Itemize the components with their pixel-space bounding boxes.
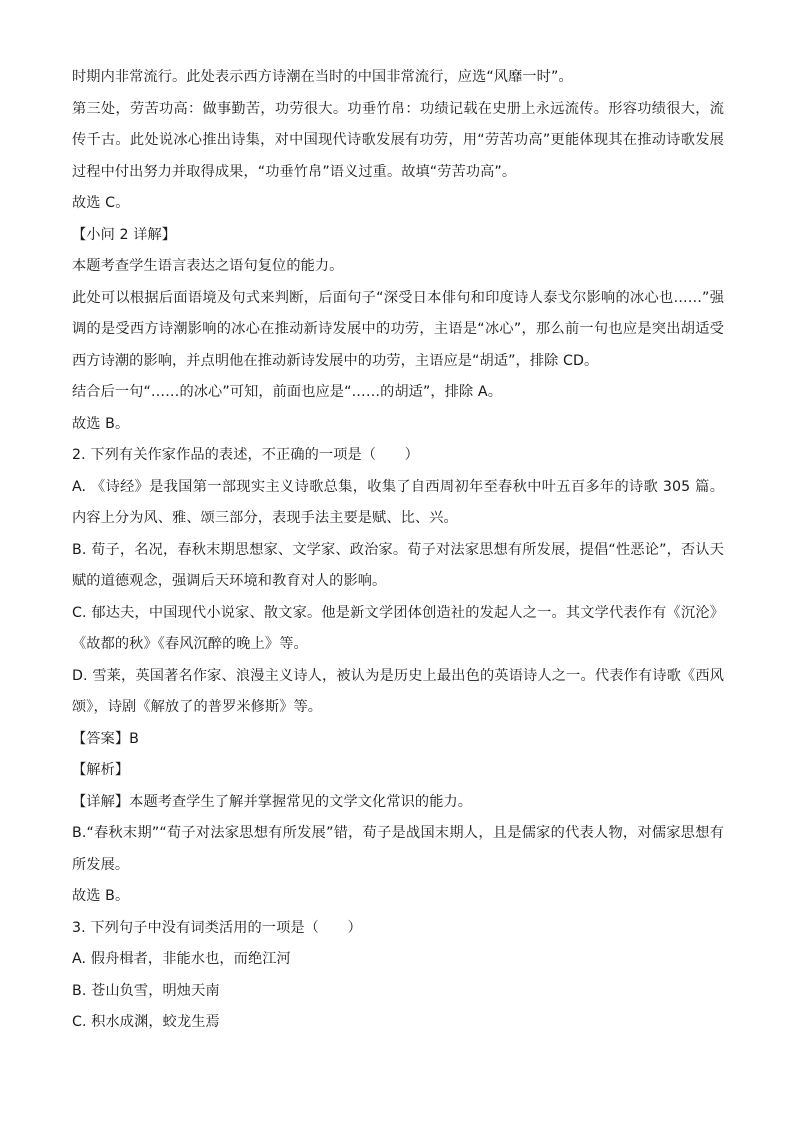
- section-heading: 【小问 2 详解】: [72, 226, 177, 243]
- document-page: [72, 62, 724, 1039]
- paragraph: 故选 B。: [72, 888, 130, 904]
- paragraph: 第三处，劳苦功高：做事勤苦，功劳很大。功垂竹帛：功绩记载在史册上永远流传。形容功绩很大，流传千古。此处说冰心推出诗集，对中国现代诗歌发展有功劳，用“劳苦功高”更能体现其在推动诗歌发展过程中付出努力并取得成果，“功垂竹帛”语义过重。故填“劳苦功高”。: [72, 100, 724, 180]
- option-c: C. 郁达夫，中国现代小说家、散文家。他是新文学团体创造社的发起人之一。其文学代表作有《沉沦》《故都的秋》《春风沉醉的晚上》等。: [72, 604, 724, 652]
- paragraph: 故选 B。: [72, 415, 130, 432]
- answer-label: 【答案】B: [72, 730, 139, 747]
- option-b: B. 苍山负雪，明烛天南: [72, 982, 220, 999]
- paragraph: 时期内非常流行。此处表示西方诗潮在当时的中国非常流行，应选“风靡一时”。: [72, 69, 573, 85]
- option-a: A. 《诗经》是我国第一部现实主义诗歌总集，收集了自西周初年至春秋中叶五百多年的诗歌 305 篇。内容上分为风、雅、颂三部分，表现手法主要是赋、比、兴。: [72, 478, 724, 526]
- question-stem: 2. 下列有关作家作品的表述，不正确的一项是（ ）: [72, 447, 419, 463]
- option-d: D. 雪莱，英国著名作家、浪漫主义诗人，被认为是历史上最出色的英语诗人之一。代表作有诗歌《西风颂》，诗剧《解放了的普罗米修斯》等。: [72, 667, 724, 715]
- paragraph: 故选 C。: [72, 195, 130, 211]
- paragraph: 结合后一句“……的冰心”可知，前面也应是“……的胡适”，排除 A。: [72, 384, 502, 400]
- question-stem: 3. 下列句子中没有词类活用的一项是（ ）: [72, 919, 362, 936]
- option-b: B. 荀子，名况，春秋末期思想家、文学家、政治家。荀子对法家思想有所发展，提倡“性恶论”，否认天赋的道德观念，强调后天环境和教育对人的影响。: [72, 541, 724, 589]
- option-a: A. 假舟楫者，非能水也，而绝江河: [72, 951, 291, 967]
- option-c: C. 积水成渊，蛟龙生焉: [72, 1014, 220, 1030]
- paragraph: 此处可以根据后面语境及句式来判断，后面句子“深受日本俳句和印度诗人泰戈尔影响的冰心也……”强调的是受西方诗潮影响的冰心在推动新诗发展中的功劳，主语是“冰心”，那么前一句也应是突出胡适受西方诗潮的影响，并点明他在推动新诗发展中的功劳，主语应是“胡适”，排除 CD。: [72, 289, 724, 369]
- paragraph: 本题考查学生语言表达之语句复位的能力。: [72, 258, 344, 274]
- analysis-label: 【解析】: [72, 762, 130, 778]
- paragraph: 【详解】本题考查学生了解并掌握常见的文学文化常识的能力。: [72, 793, 473, 810]
- paragraph: B.“春秋末期”“荀子对法家思想有所发展”错，荀子是战国末期人，且是儒家的代表人物，对儒家思想有所发展。: [72, 825, 724, 873]
